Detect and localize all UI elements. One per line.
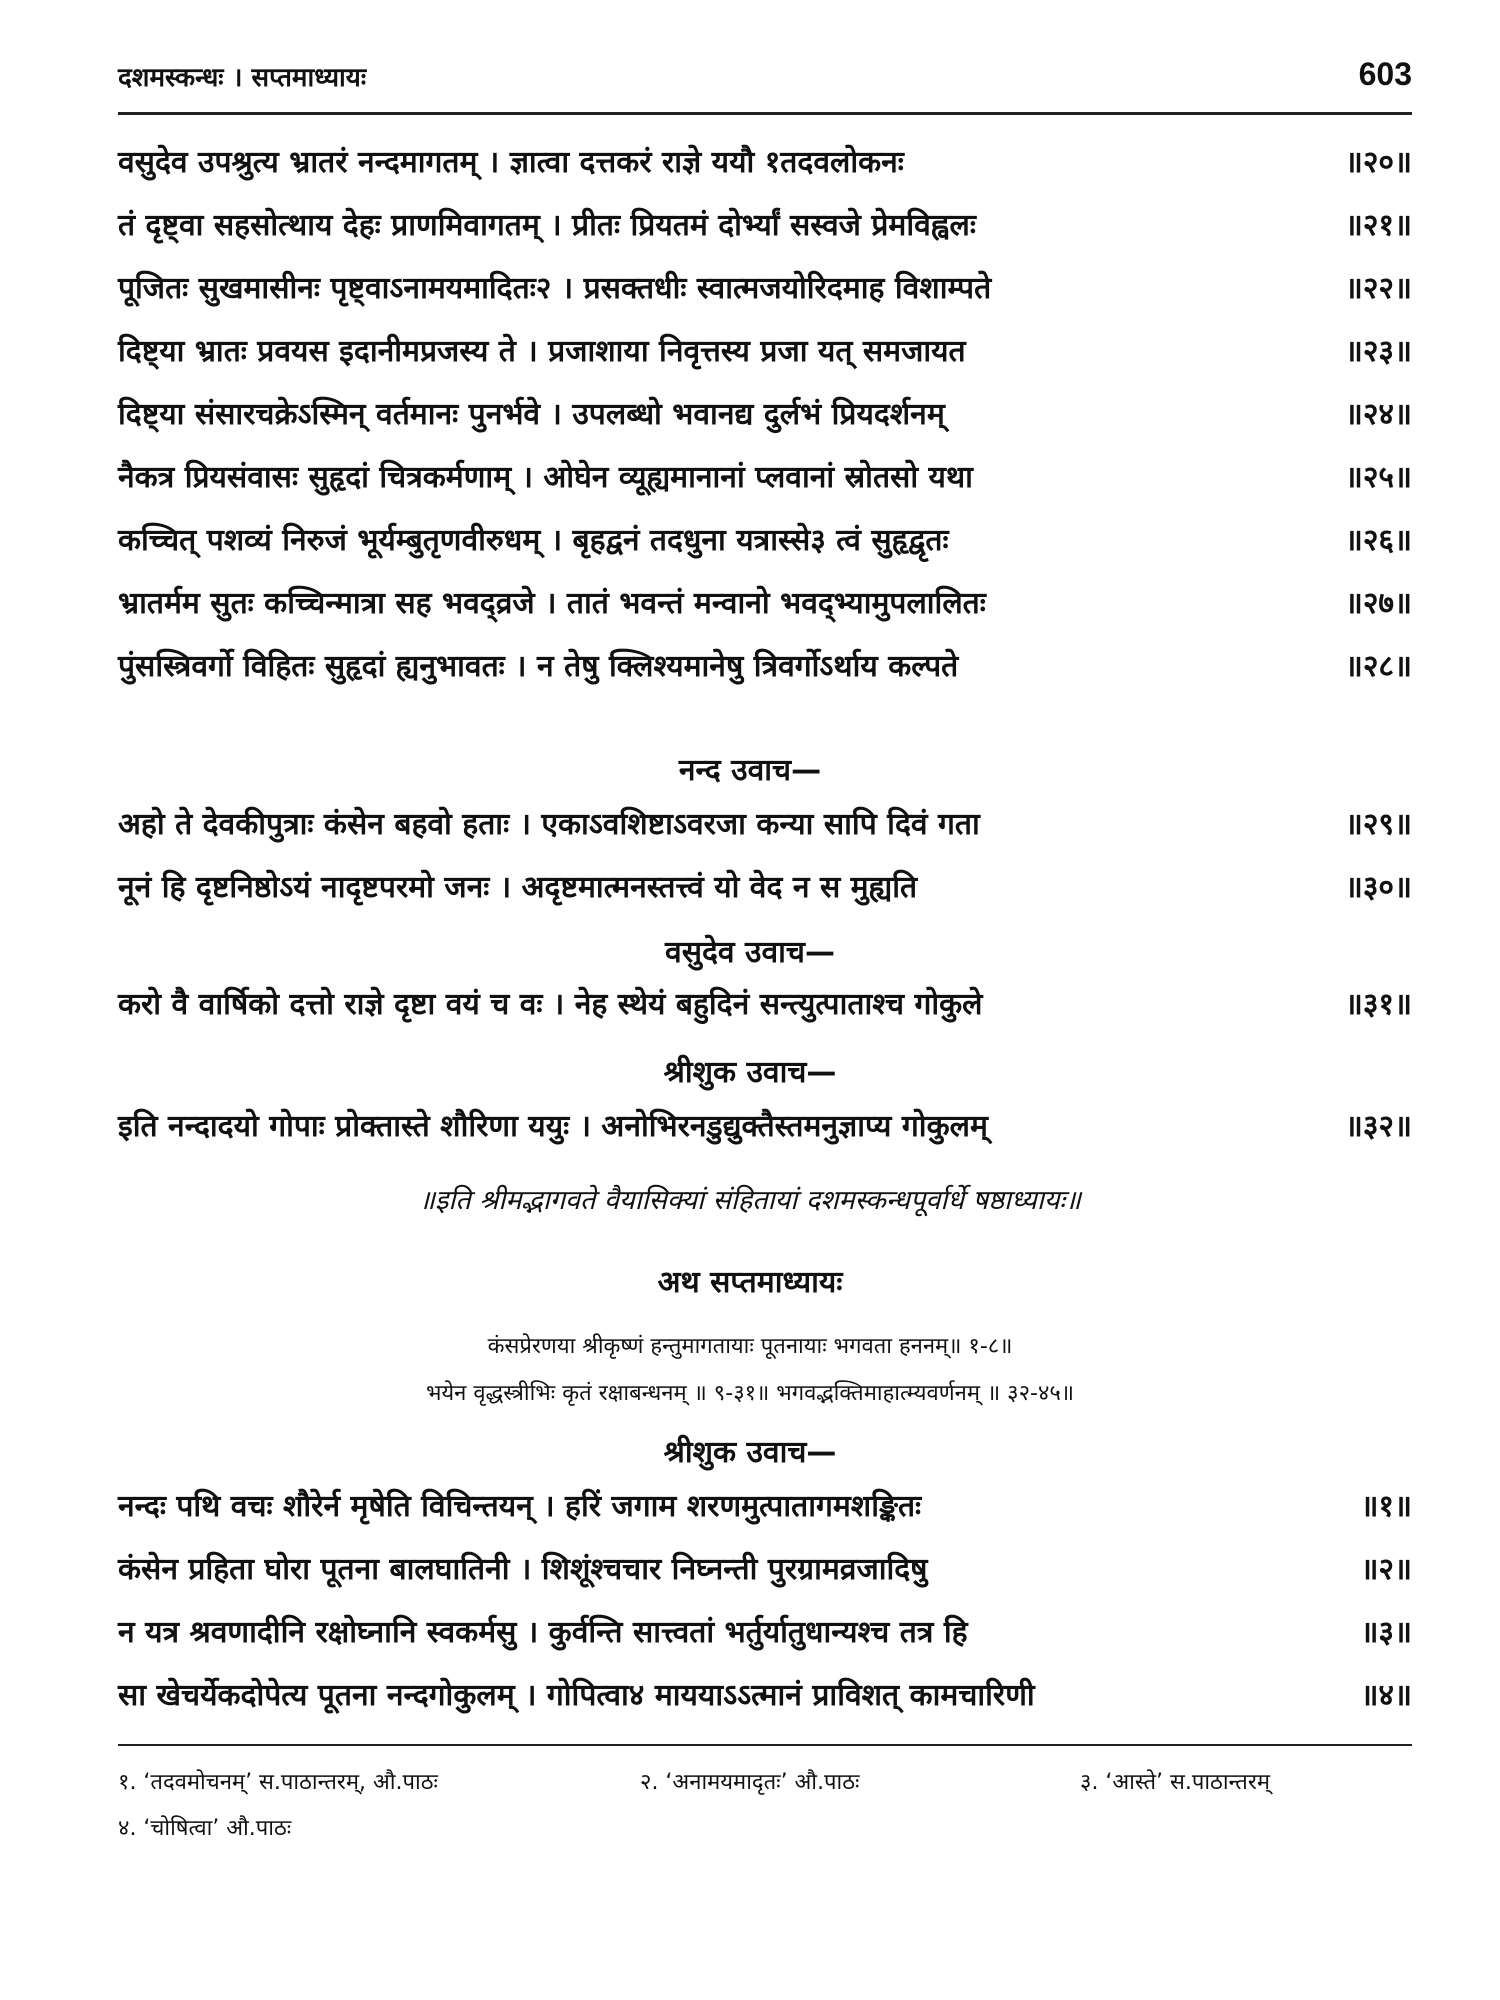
chapter-title: अथ सप्तमाध्यायः [657, 1265, 843, 1300]
chapter-colophon: ॥इति श्रीमद्भागवते वैयासिक्यां संहितायां दशमस्कन्धपूर्वार्धे षष्ठाध्यायः॥ [418, 1185, 1082, 1216]
verse-number: ॥४॥ [1360, 1678, 1412, 1713]
verse-line [118, 388, 1412, 448]
verse-number: ॥२०॥ [1344, 145, 1412, 180]
verse-text: अहो ते देवकीपुत्राः कंसेन बहवो हताः । एकाऽवशिष्टाऽवरजा कन्या सापि दिवं गता [118, 807, 980, 842]
verse-line [118, 199, 1412, 259]
verse-line [118, 325, 1412, 385]
verse-number: ॥२७॥ [1344, 586, 1412, 621]
footnote-divider [118, 1744, 1412, 1746]
verse-line [118, 978, 1412, 1038]
verse-line [118, 798, 1412, 858]
speaker-heading-nanda: नन्द उवाच— [678, 753, 822, 788]
footnote: ४. ‘चोषित्वा’ औ.पाठः [118, 1816, 292, 1841]
verse-line [118, 1669, 1412, 1729]
verse-text: नन्दः पथि वचः शौरेर्न मृषेति विचिन्तयन् । हरिं जगाम शरणमुत्पातागमशङ्कितः [118, 1489, 922, 1524]
verse-line [118, 640, 1412, 700]
verse-text: नूनं हि दृष्टनिष्ठोऽयं नादृष्टपरमो जनः । अदृष्टमात्मनस्तत्त्वं यो वेद न स मुह्यति [118, 870, 918, 905]
speaker-heading-vasudeva: वसुदेव उवाच— [665, 935, 835, 970]
verse-text: पुंसस्त्रिवर्गो विहितः सुहृदां ह्यनुभावतः । न तेषु क्लिश्यमानेषु त्रिवर्गोऽर्थाय कल्पते [118, 649, 959, 684]
verse-number: ॥२१॥ [1344, 208, 1412, 243]
footnote: २. ‘अनामयमादृतः’ औ.पाठः [640, 1770, 860, 1795]
verse-number: ॥२८॥ [1344, 649, 1412, 684]
verse-line [118, 1480, 1412, 1540]
verse-text: कंसेन प्रहिता घोरा पूतना बालघातिनी । शिशूंश्चचार निघ्नन्ती पुरग्रामव्रजादिषु [118, 1552, 928, 1587]
verse-number: ॥२॥ [1360, 1552, 1412, 1587]
verse-number: ॥२५॥ [1344, 460, 1412, 495]
verse-text: वसुदेव उपश्रुत्य भ्रातरं नन्दमागतम् । ज्ञात्वा दत्तकरं राज्ञे ययौ १तदवलोकनः [118, 145, 904, 180]
verse-text: दिष्ट्या संसारचक्रेऽस्मिन् वर्तमानः पुनर्भवे । उपलब्धो भवानद्य दुर्लभं प्रियदर्शनम् [118, 397, 945, 432]
verse-text: न यत्र श्रवणादीनि रक्षोघ्नानि स्वकर्मसु । कुर्वन्ति सात्त्वतां भर्तुर्यातुधान्यश्च तत्र हि [118, 1615, 968, 1650]
verse-number: ॥३१॥ [1344, 987, 1412, 1022]
verse-text: कच्चित् पशव्यं निरुजं भूर्यम्बुतृणवीरुधम् । बृहद्वनं तदधुना यत्रास्से३ त्वं सुहृद्वृतः [118, 523, 949, 558]
verse-number: ॥३॥ [1360, 1615, 1412, 1650]
verse-line [118, 861, 1412, 921]
verse-line [118, 1543, 1412, 1603]
running-title: दशमस्कन्धः । सप्तमाध्यायः [118, 63, 367, 93]
speaker-heading-shuka: श्रीशुक उवाच— [663, 1055, 837, 1090]
verse-line [118, 262, 1412, 322]
verse-number: ॥२६॥ [1344, 523, 1412, 558]
verse-line [118, 1100, 1412, 1160]
footnote: १. ‘तदवमोचनम्’ स.पाठान्तरम्, औ.पाठः [118, 1770, 438, 1795]
verse-text: दिष्ट्या भ्रातः प्रवयस इदानीमप्रजस्य ते । प्रजाशाया निवृत्तस्य प्रजा यत् समजायत [118, 334, 966, 369]
verse-text: भ्रातर्मम सुतः कच्चिन्मात्रा सह भवद्व्रजे । तातं भवन्तं मन्वानो भवद्भ्यामुपलालितः [118, 586, 986, 621]
verse-line [118, 1606, 1412, 1666]
speaker-heading-shuka: श्रीशुक उवाच— [663, 1435, 837, 1470]
verse-line [118, 136, 1412, 196]
verse-text: पूजितः सुखमासीनः पृष्ट्वाऽनामयमादितः२ । प्रसक्तधीः स्वात्मजयोरिदमाह विशाम्पते [118, 271, 992, 306]
verse-number: ॥२३॥ [1344, 334, 1412, 369]
verse-text: इति नन्दादयो गोपाः प्रोक्तास्ते शौरिणा ययुः । अनोभिरनडुद्युक्तैस्तमनुज्ञाप्य गोकुलम् [118, 1109, 988, 1144]
verse-number: ॥३०॥ [1344, 870, 1412, 905]
verse-number: ॥३२॥ [1344, 1109, 1412, 1144]
verse-text: सा खेचर्येकदोपेत्य पूतना नन्दगोकुलम् । गोपित्वा४ माययाऽऽत्मानं प्राविशत् कामचारिणी [118, 1678, 1035, 1713]
chapter-summary-line: भयेन वृद्धस्त्रीभिः कृतं रक्षाबन्धनम् ॥ ९-३१॥ भगवद्भक्तिमाहात्म्यवर्णनम् ॥ ३२-४५॥ [425, 1381, 1075, 1406]
verse-line [118, 577, 1412, 637]
verse-number: ॥२४॥ [1344, 397, 1412, 432]
verse-number: ॥२२॥ [1344, 271, 1412, 306]
chapter-summary-line: कंसप्रेरणया श्रीकृष्णं हन्तुमागतायाः पूतनायाः भगवता हननम्॥ १-८॥ [487, 1334, 1013, 1359]
footnote: ३. ‘आस्ते’ स.पाठान्तरम् [1080, 1770, 1270, 1795]
verse-number: ॥१॥ [1360, 1489, 1412, 1524]
verse-line [118, 514, 1412, 574]
verse-text: नैकत्र प्रियसंवासः सुहृदां चित्रकर्मणाम् । ओघेन व्यूह्यमानानां प्लवानां स्रोतसो यथा [118, 460, 973, 495]
verse-text: तं दृष्ट्वा सहसोत्थाय देहः प्राणमिवागतम् । प्रीतः प्रियतमं दोर्भ्यां सस्वजे प्रेमविह्वलः [118, 208, 976, 243]
verse-text: करो वै वार्षिको दत्तो राज्ञे दृष्टा वयं च वः । नेह स्थेयं बहुदिनं सन्त्युत्पाताश्च गोकुले [118, 987, 983, 1022]
verse-line [118, 451, 1412, 511]
verse-number: ॥२९॥ [1344, 807, 1412, 842]
page-number: 603 [1358, 56, 1412, 92]
page-header [118, 52, 1412, 115]
